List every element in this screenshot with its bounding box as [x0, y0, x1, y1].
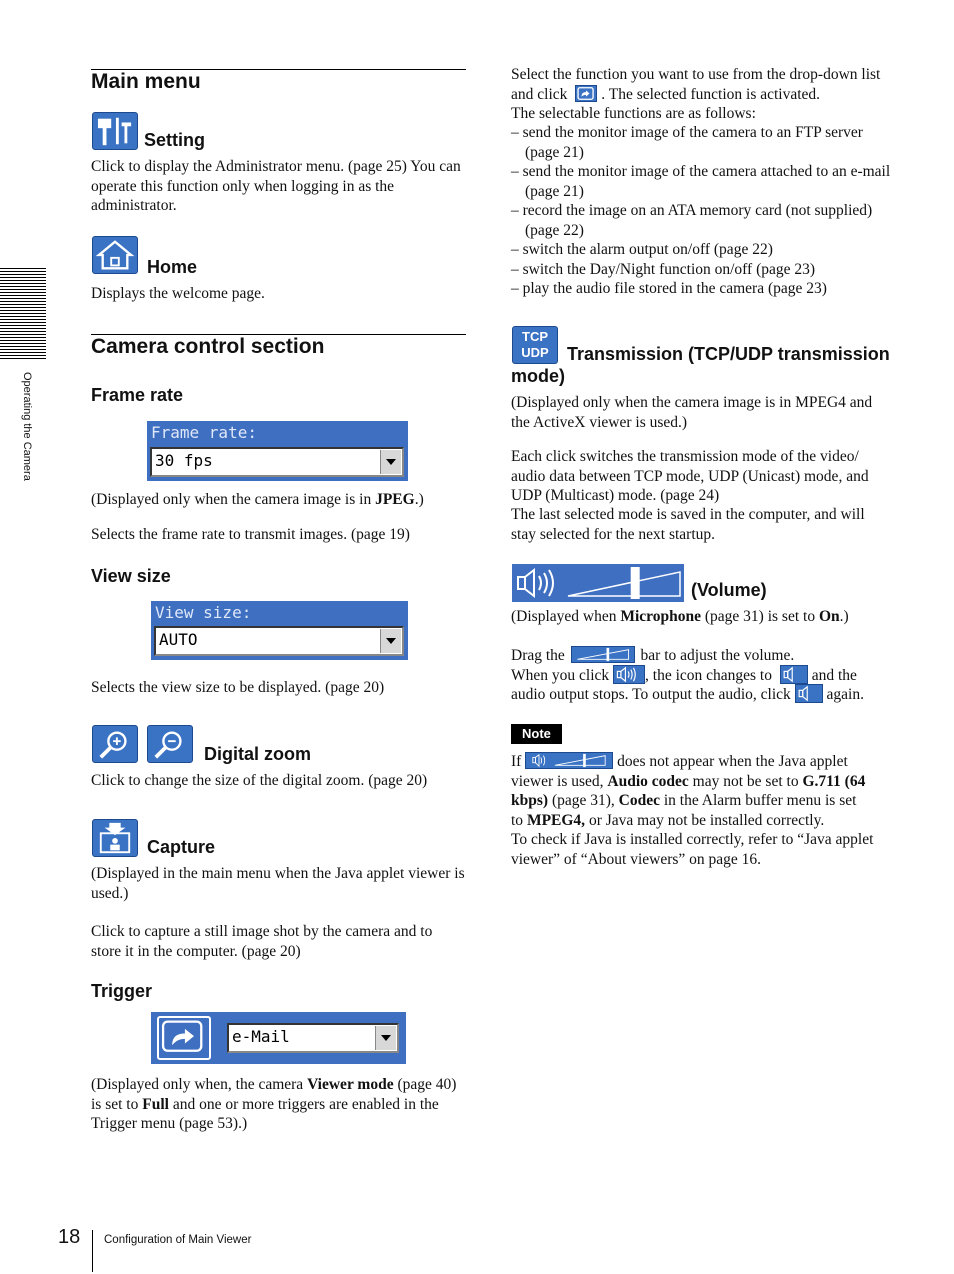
list-item: – switch the Day/Night function on/off (page 23): [511, 260, 816, 278]
view-size-title: View size: [91, 566, 171, 586]
volume-slider-thumb: [631, 567, 640, 599]
view-size-select[interactable]: [154, 626, 404, 656]
setting-desc: Click to display the Administrator menu. (page 25) You can operate this function only when logging in as the administrator.: [91, 158, 461, 214]
speaker-mute-icon[interactable]: [780, 665, 808, 684]
camera-control-heading: Camera control section: [91, 335, 325, 358]
setting-title: Setting: [144, 130, 205, 150]
volume-drag-text: Drag the bar to adjust the volume.: [511, 647, 795, 664]
trigger-desc: (Displayed only when, the camera Viewer mode (page 40) is set to Full and one or more triggers are enabled in the Trigger menu (page 53).): [91, 1076, 457, 1132]
speaker-mute-icon[interactable]: [795, 684, 823, 703]
trigger-send-icon[interactable]: [157, 1016, 211, 1060]
frame-rate-desc2: Selects the frame rate to transmit images. (page 19): [91, 526, 410, 543]
frame-rate-select[interactable]: [150, 447, 404, 477]
capture-title: Capture: [147, 837, 216, 857]
trigger-send-icon[interactable]: [575, 85, 597, 102]
frame-rate-label: Frame rate:: [151, 423, 257, 442]
list-item: – record the image on an ATA memory card (not supplied) (page 22): [511, 202, 873, 239]
list-item: – send the monitor image of the camera attached to an e-mail (page 21): [511, 163, 891, 200]
view-size-label: View size:: [155, 603, 252, 622]
side-section-label: Operating the Camera: [21, 372, 33, 481]
frame-rate-title: Frame rate: [91, 385, 184, 405]
transmission-desc: (Displayed only when the camera image is in MPEG4 and the ActiveX viewer is used.): [511, 394, 873, 431]
transmission-title: Transmission (TCP/UDP transmission mode): [511, 344, 890, 386]
volume-desc: (Displayed when Microphone (page 31) is set to On.): [511, 608, 849, 625]
transmission-desc2: Each click switches the transmission mode of the video/ audio data between TCP mode, UDP (Unicast) mode, and UDP (Multicast) mode. (page 24): [511, 448, 869, 504]
digital-zoom-desc: Click to change the size of the digital zoom. (page 20): [91, 772, 428, 789]
speaker-icon[interactable]: [613, 665, 645, 684]
note-body: If does not appear when the Java applet viewer is used, Audio codec may not be set to G.711 (64 kbps) (page 31), Codec in the Alarm buffer menu is set to MPEG4, or Java may not be installed correctly. To check if Java is installed correctly, refer to “Java applet viewer” of “About viewers” on page 16.: [511, 753, 874, 868]
digital-zoom-title: Digital zoom: [204, 744, 311, 764]
main-menu-heading: Main menu: [91, 70, 201, 93]
note-label: Note: [511, 724, 562, 744]
transmission-desc3: The last selected mode is saved in the computer, and will stay selected for the next startup.: [511, 506, 865, 543]
zoom-in-icon[interactable]: [92, 725, 138, 763]
frame-rate-desc: (Displayed only when the camera image is in JPEG.): [91, 491, 424, 508]
view-size-value: AUTO: [159, 630, 198, 649]
function-list: [511, 123, 891, 299]
volume-click-text: When you click , the icon changes to and the: [511, 667, 857, 684]
list-item: – play the audio file stored in the camera (page 23): [511, 280, 827, 297]
volume-widget: [512, 564, 684, 602]
capture-icon[interactable]: [92, 819, 138, 857]
capture-desc: (Displayed in the main menu when the Java applet viewer is used.): [91, 865, 465, 902]
page-number: 18: [58, 1226, 81, 1248]
view-size-desc: Selects the view size to be displayed. (page 20): [91, 679, 385, 696]
trigger-value: e-Mail: [232, 1027, 290, 1046]
zoom-out-icon[interactable]: [147, 725, 193, 763]
chevron-down-icon[interactable]: [380, 450, 401, 474]
frame-rate-widget: [147, 421, 408, 481]
volume-title: (Volume): [691, 580, 767, 600]
frame-rate-value: 30 fps: [155, 451, 213, 470]
list-item: – send the monitor image of the camera to an FTP server (page 21): [511, 124, 863, 161]
volume-ramp: [568, 572, 680, 596]
trigger-title: Trigger: [91, 981, 153, 1001]
trigger-intro: Select the function you want to use from the drop-down list and click . The selected function is activated.: [511, 66, 881, 103]
list-item: – switch the alarm output on/off (page 22): [511, 241, 773, 258]
home-title: Home: [147, 257, 198, 277]
chevron-down-icon[interactable]: [375, 1026, 396, 1050]
setting-icon[interactable]: [92, 112, 138, 150]
tcp-udp-icon[interactable]: TCP UDP: [512, 326, 558, 364]
side-tab-marker: [0, 268, 46, 360]
selectable-intro: The selectable functions are as follows:: [511, 105, 756, 122]
home-desc: Displays the welcome page.: [91, 285, 265, 302]
footer-caption: Configuration of Main Viewer: [104, 1234, 252, 1246]
home-icon[interactable]: [92, 236, 138, 274]
speaker-icon: [518, 570, 553, 596]
chevron-down-icon[interactable]: [380, 629, 401, 653]
volume-click-text2: audio output stops. To output the audio, click again.: [511, 686, 864, 703]
trigger-widget: [151, 1012, 406, 1064]
volume-slider[interactable]: [571, 646, 635, 663]
capture-desc2: Click to capture a still image shot by the camera and to store it in the computer. (page 20): [91, 923, 433, 960]
volume-widget-small: [525, 752, 613, 769]
trigger-select[interactable]: [227, 1023, 399, 1053]
volume-graphic: [512, 564, 684, 602]
footer-divider: [92, 1230, 93, 1272]
view-size-widget: [151, 601, 408, 660]
